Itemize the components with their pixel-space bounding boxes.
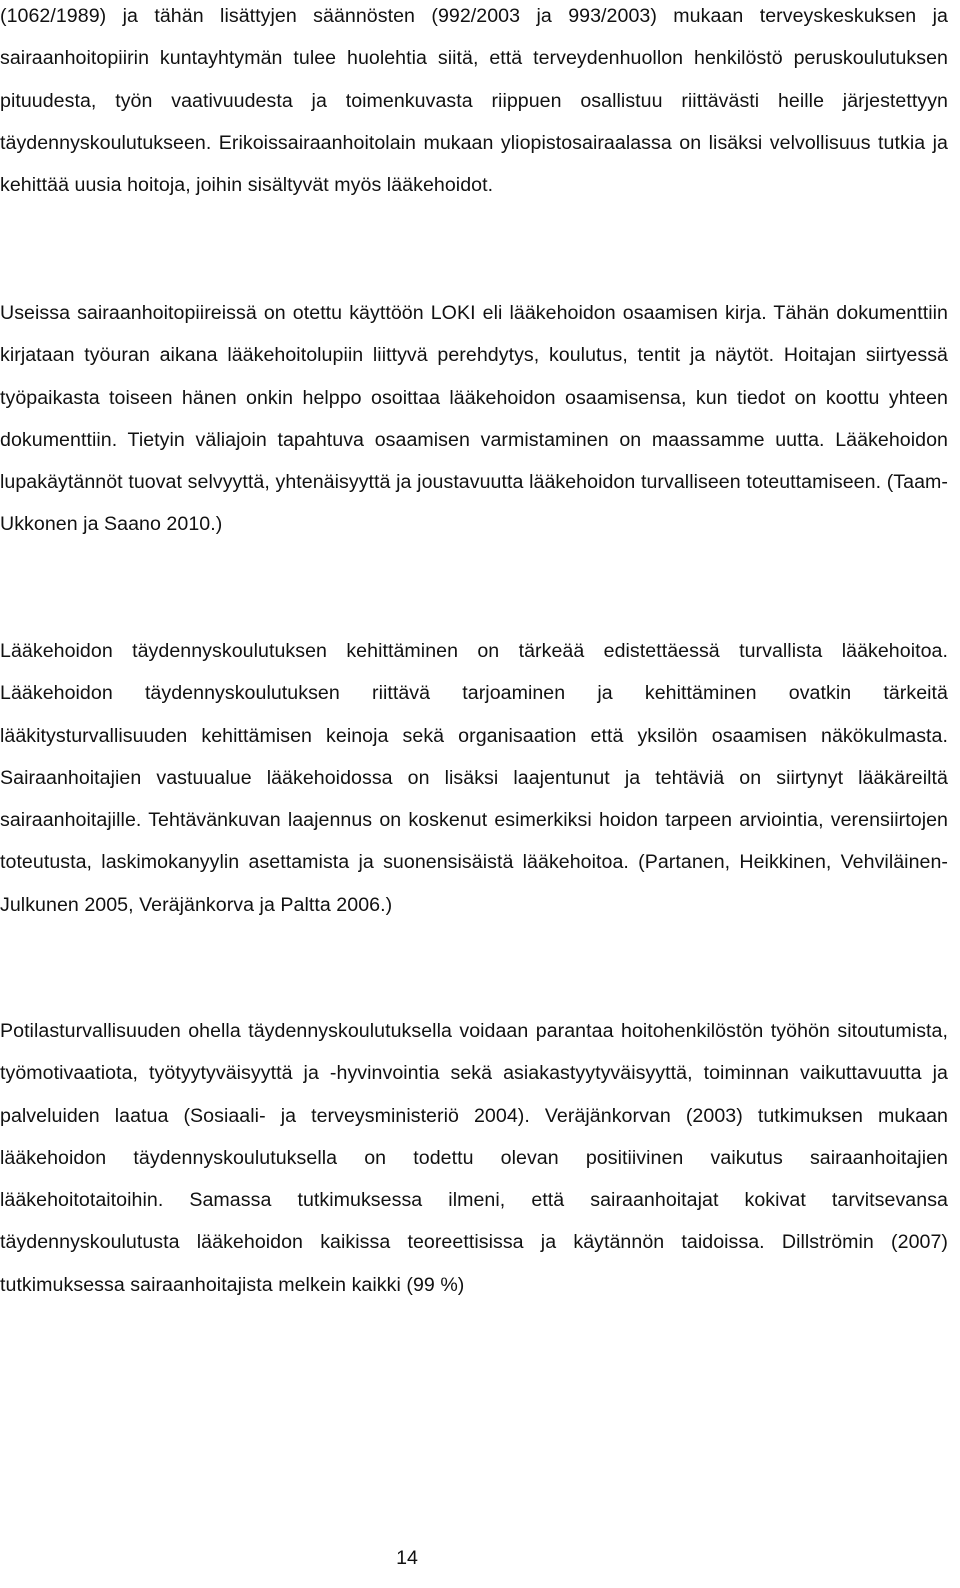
paragraph-continuing-legislation: (1062/1989) ja tähän lisättyjen säännösten (992/2003 ja 993/2003) mukaan terveyskeskuksen ja sairaanhoitopiirin kuntayhtymän tulee huolehtia siitä, että terveydenhuollon henkilöstö peruskoulutuksen pituudesta, työn vaativuudesta ja toimenkuvasta riippuen osallistuu riittävästi heille järjestettyyn täydennyskoulutukseen. Erikoissairaanhoitolain mukaan yliopistosairaalassa on lisäksi velvollisuus tutkia ja kehittää uusia hoitoja, joihin sisältyvät myös lääkehoidot. <box>0 5 948 197</box>
paragraph-training-development: Lääkehoidon täydennyskoulutuksen kehittäminen on tärkeää edistettäessä turvallista lääkehoitoa. Lääkehoidon täydennyskoulutuksen riittävä tarjoaminen ja kehittäminen ovatkin tärkeitä lääkitysturvallisuuden kehittämisen keinoja sekä organisaation että yksilön osaamisen näkökulmasta. Sairaanhoitajien vastuualue lääkehoidossa on lisäksi laajentunut ja tehtäviä on siirtynyt lääkäreiltä sairaanhoitajille. Tehtävänkuvan laajennus on koskenut esimerkiksi hoidon tarpeen arviointia, verensiirtojen toteutusta, laskimokanyylin asettamista ja suonensisäistä lääkehoitoa. (Partanen, Heikkinen, Vehviläinen-Julkunen 2005, Veräjänkorva ja Paltta 2006.) <box>0 640 948 916</box>
paragraph-loki: Useissa sairaanhoitopiireissä on otettu käyttöön LOKI eli lääkehoidon osaamisen kirja. Tähän dokumenttiin kirjataan työuran aikana lääkehoitolupiin liittyvä perehdytys, koulutus, tentit ja näytöt. Hoitajan siirtyessä työpaikasta toiseen hänen onkin helppo osoittaa lääkehoidon osaamisensa, kun tiedot on koottu yhteen dokumenttiin. Tietyin väliajoin tapahtuva osaamisen varmistaminen on maassamme uutta. Lääkehoidon lupakäytännöt tuovat selvyyttä, yhtenäisyyttä ja joustavuutta lääkehoidon turvalliseen toteuttamiseen. (Taam-Ukkonen ja Saano 2010.) <box>0 302 948 536</box>
page-number: 14 <box>396 1547 418 1569</box>
paragraph-patient-safety: Potilasturvallisuuden ohella täydennyskoulutuksella voidaan parantaa hoitohenkilöstön työhön sitoutumista, työmotivaatiota, työtyytyväisyyttä ja -hyvinvointia sekä asiakastyytyväisyyttä, toiminnan vaikuttavuutta ja palveluiden laatua (Sosiaali- ja terveysministeriö 2004). Veräjänkorvan (2003) tutkimuksen mukaan lääkehoidon täydennyskoulutuksella on todettu olevan positiivinen vaikutus sairaanhoitajien lääkehoitotaitoihin. Samassa tutkimuksessa ilmeni, että sairaanhoitajat kokivat tarvitsevansa täydennyskoulutusta lääkehoidon kaikissa teoreettisissa ja käytännön taidoissa. Dillströmin (2007) tutkimuksessa sairaanhoitajista melkein kaikki (99 %) <box>0 1020 948 1296</box>
